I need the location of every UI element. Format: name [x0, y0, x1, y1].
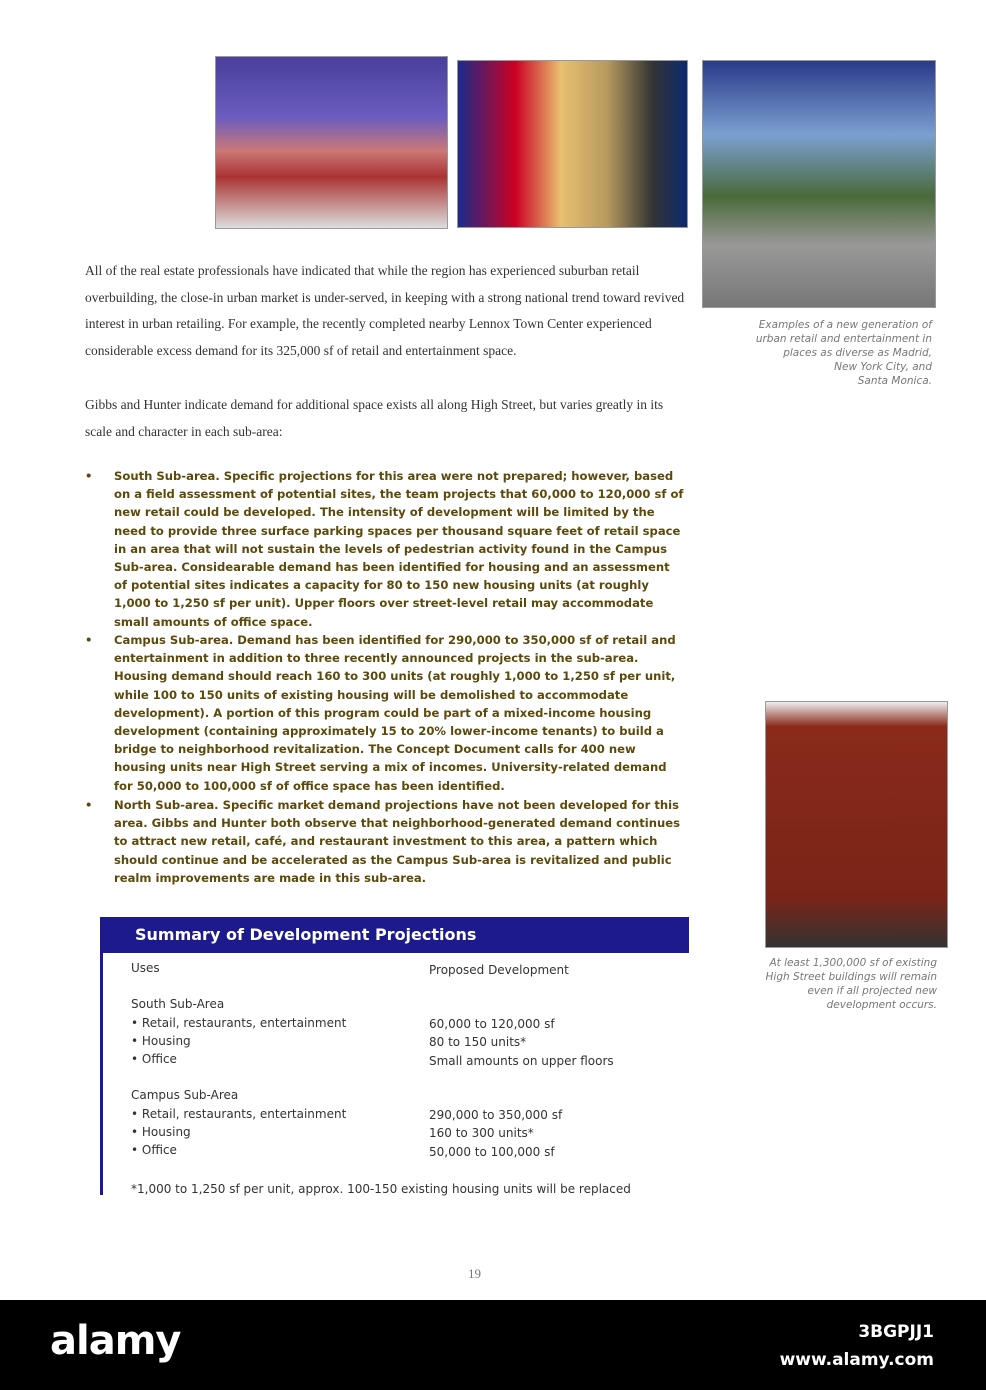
table-cell: 50,000 to 100,000 sf: [429, 1145, 555, 1159]
bullet-campus: • Campus Sub-area. Demand has been identified for 290,000 to 350,000 sf of retail and entertainment in addition to three recently announced projects in the sub-area. Housing demand should reach 160 to 300 units (at roughly 1,000 to 1,250 sf per unit, while 100 to 150 units of existing housing will be demolished to accommodate development). A portion of this program could be part of a mixed-income housing development (containing approximately 15 to 20% lower-income tenants) to build a bridge to neighborhood revitalization. The Concept Document calls for 400 new housing units near High Street serving a mix of incomes. University-related demand for 50,000 to 100,000 sf of office space has been identified.: [85, 633, 676, 793]
alamy-logo: alamy: [50, 1318, 181, 1364]
santa-monica-street-photo: [702, 60, 936, 308]
col-proposed-header: Proposed Development: [429, 963, 569, 977]
table-cell: • Housing: [131, 1125, 191, 1139]
col-uses-header: Uses: [131, 961, 160, 975]
image-id: 3BGPJJ1: [858, 1322, 934, 1342]
paragraph-1: All of the real estate professionals have indicated that while the region has experienced suburban retail overbuilding, the close-in urban market is under-served, in keeping with a strong national trend toward revived interest in urban retailing. For example, the recently completed nearby Lennox Town Center experienced considerable excess demand for its 325,000 sf of retail and entertainment space.: [85, 263, 685, 358]
table-cell: Small amounts on upper floors: [429, 1054, 614, 1068]
page-number: 19: [468, 1266, 481, 1281]
south-label: South Sub-Area: [131, 997, 225, 1011]
top-photo-caption: Examples of a new generation of urban retail and entertainment in places as diverse as Madrid, New York City, and Santa Monica.: [755, 319, 932, 387]
brick-building-photo: [765, 701, 948, 948]
summary-table: [100, 917, 686, 1195]
table-cell: • Retail, restaurants, entertainment: [131, 1016, 347, 1030]
table-cell: 80 to 150 units*: [429, 1035, 527, 1049]
table-footnote: *1,000 to 1,250 sf per unit, approx. 100-150 existing housing units will be replaced: [131, 1182, 631, 1196]
bullet-south: • South Sub-area. Specific projections for this area were not prepared; however, based on a field assessment of potential sites, the team projects that 60,000 to 120,000 sf of new retail could be developed. The intensity of development will be limited by the need to provide three surface parking spaces per thousand square feet of retail space in an area that will not sustain the levels of pedestrian activity found in the Campus Sub-area. Considearable demand has been identified for housing and an assessment of potential sites indicates a capacity for 80 to 150 new housing units (at roughly 1,000 to 1,250 sf per unit). Upper floors over street-level retail may accommodate small amounts of office space.: [85, 469, 684, 629]
hmv-storefront-rendering-photo: [457, 60, 688, 228]
table-cell: 60,000 to 120,000 sf: [429, 1017, 555, 1031]
watermark-url: www.alamy.com: [779, 1350, 934, 1370]
paragraph-2: Gibbs and Hunter indicate demand for additional space exists all along High Street, but varies greatly in its scale and character in each sub-area:: [85, 397, 664, 439]
watermark-footer: [0, 1300, 986, 1390]
table-cell: • Housing: [131, 1034, 191, 1048]
campus-label: Campus Sub-Area: [131, 1088, 239, 1102]
table-cell: • Office: [131, 1052, 177, 1066]
urban-retail-rendering-photo: [215, 56, 448, 229]
table-cell: 290,000 to 350,000 sf: [429, 1108, 563, 1122]
summary-title: Summary of Development Projections: [103, 917, 689, 953]
table-cell: • Retail, restaurants, entertainment: [131, 1107, 347, 1121]
bullet-north: • North Sub-area. Specific market demand projections have not been developed for this area. Gibbs and Hunter both observe that neighborhood-generated demand continues to attract new retail, café, and restaurant investment to this area, a pattern which should continue and be accelerated as the Campus Sub-area is revitalized and public realm improvements are made in this sub-area.: [85, 798, 680, 885]
bottom-photo-caption: At least 1,300,000 sf of existing High Street buildings will remain even if all projected new development occurs.: [765, 957, 937, 1011]
table-cell: • Office: [131, 1143, 177, 1157]
table-cell: 160 to 300 units*: [429, 1126, 534, 1140]
